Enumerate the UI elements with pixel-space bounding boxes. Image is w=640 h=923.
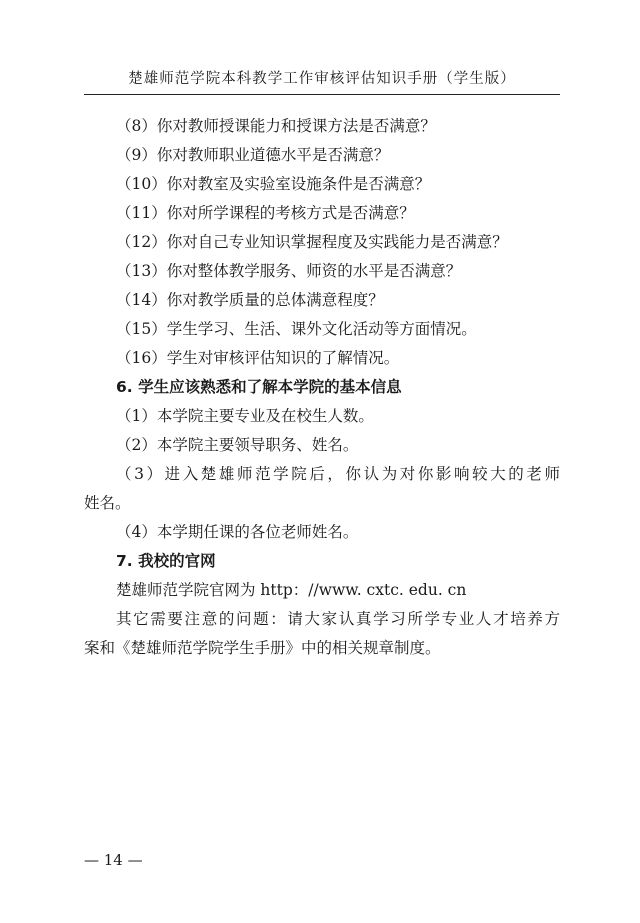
running-header: 楚雄师范学院本科教学工作审核评估知识手册（学生版） <box>128 71 516 87</box>
list-item: （2）本学院主要领导职务、姓名。 <box>116 436 359 454</box>
section-heading: 7. 我校的官网 <box>116 552 216 570</box>
question-item: （13）你对整体教学服务、师资的水平是否满意？ <box>116 262 462 280</box>
section-heading: 6. 学生应该熟悉和了解本学院的基本信息 <box>116 378 402 396</box>
website-text: 楚雄师范学院官网为 http：//www. cxtc. edu. cn <box>116 581 467 599</box>
page-number: — 14 — <box>84 851 143 869</box>
note-paragraph-continuation: 案和《楚雄师范学院学生手册》中的相关规章制度。 <box>84 639 441 657</box>
question-item: （10）你对教室及实验室设施条件是否满意？ <box>116 175 431 193</box>
question-item: （14）你对教学质量的总体满意程度？ <box>116 291 384 309</box>
list-item: （1）本学院主要专业及在校生人数。 <box>116 407 374 425</box>
question-item: （12）你对自己专业知识掌握程度及实践能力是否满意？ <box>116 233 508 251</box>
document-body <box>84 112 560 663</box>
question-item: （15）学生学习、生活、课外文化活动等方面情况。 <box>116 320 477 338</box>
list-item: （4）本学期任课的各位老师姓名。 <box>116 523 359 541</box>
question-item: （8）你对教师授课能力和授课方法是否满意？ <box>116 117 436 135</box>
list-item-continuation: 姓名。 <box>84 494 131 512</box>
list-item: （3）进入楚雄师范学院后，你认为对你影响较大的老师 <box>116 465 560 483</box>
question-item: （16）学生对审核评估知识的了解情况。 <box>116 349 400 367</box>
question-item: （11）你对所学课程的考核方式是否满意？ <box>116 204 415 222</box>
note-paragraph: 其它需要注意的问题：请大家认真学习所学专业人才培养方 <box>116 610 560 628</box>
question-item: （9）你对教师职业道德水平是否满意？ <box>116 146 390 164</box>
header-divider <box>84 94 560 95</box>
